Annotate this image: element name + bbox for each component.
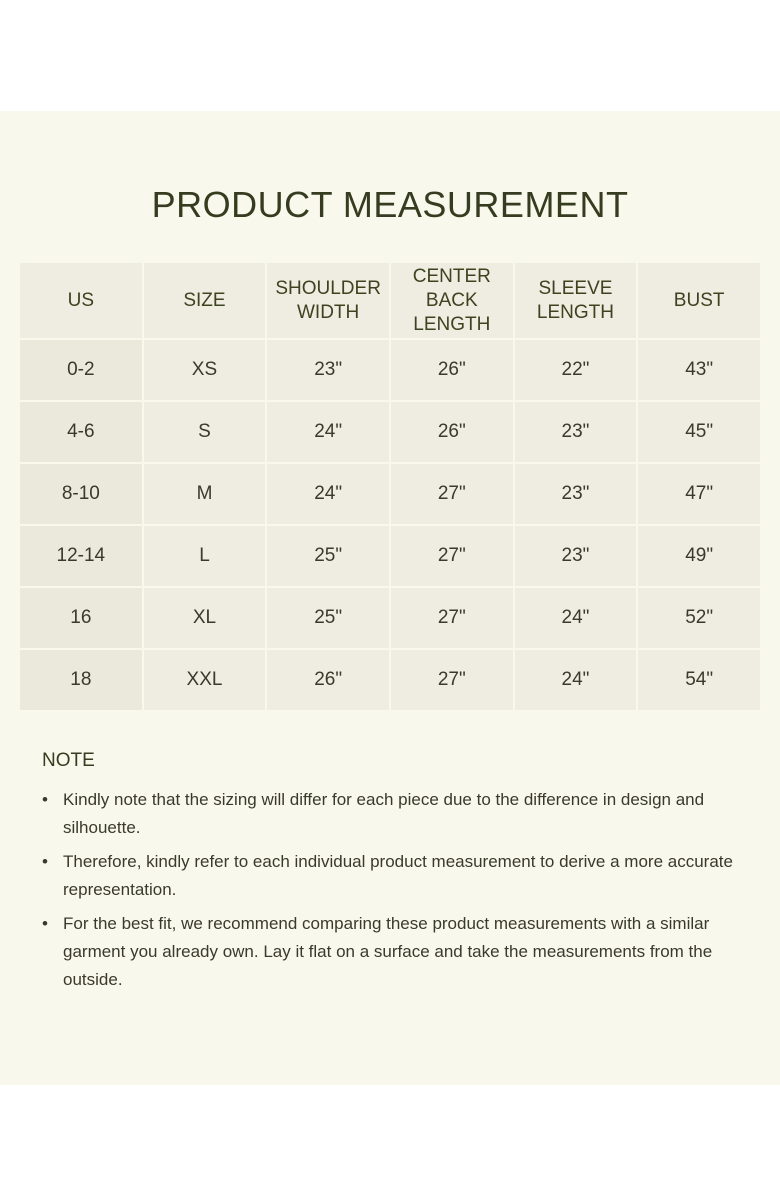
cell-size: L — [144, 526, 266, 586]
bullet-icon: • — [42, 790, 48, 809]
header-bust: BUST — [638, 263, 760, 338]
cell-us: 4-6 — [20, 402, 142, 462]
cell-sleeve-length: 24" — [515, 588, 637, 648]
cell-shoulder-width: 25" — [267, 588, 389, 648]
list-item — [42, 848, 742, 904]
cell-size: XXL — [144, 650, 266, 710]
table-row — [20, 464, 760, 524]
header-size: SIZE — [144, 263, 266, 338]
cell-size: XL — [144, 588, 266, 648]
cell-us: 8-10 — [20, 464, 142, 524]
list-item — [42, 786, 742, 842]
note-text: Kindly note that the sizing will differ for each piece due to the difference in design and silhouette. — [63, 790, 705, 837]
cell-center-back-length: 27" — [391, 526, 513, 586]
cell-sleeve-length: 24" — [515, 650, 637, 710]
table-row — [20, 526, 760, 586]
cell-bust: 54" — [638, 650, 760, 710]
cell-center-back-length: 27" — [391, 464, 513, 524]
cell-shoulder-width: 24" — [267, 402, 389, 462]
cell-center-back-length: 26" — [391, 402, 513, 462]
cell-us: 12-14 — [20, 526, 142, 586]
cell-shoulder-width: 23" — [267, 340, 389, 400]
cell-sleeve-length: 22" — [515, 340, 637, 400]
cell-center-back-length: 27" — [391, 588, 513, 648]
cell-sleeve-length: 23" — [515, 526, 637, 586]
cell-bust: 52" — [638, 588, 760, 648]
note-section — [42, 750, 742, 1000]
cell-center-back-length: 26" — [391, 340, 513, 400]
cell-size: XS — [144, 340, 266, 400]
header-sleeve-length: SLEEVE LENGTH — [515, 263, 637, 338]
cell-bust: 43" — [638, 340, 760, 400]
cell-us: 0-2 — [20, 340, 142, 400]
cell-bust: 47" — [638, 464, 760, 524]
cell-shoulder-width: 25" — [267, 526, 389, 586]
cell-sleeve-length: 23" — [515, 464, 637, 524]
bullet-icon: • — [42, 914, 48, 933]
header-shoulder-width: SHOULDER WIDTH — [267, 263, 389, 338]
header-center-back-length: CENTER BACK LENGTH — [391, 263, 513, 338]
note-heading: NOTE — [42, 750, 95, 771]
cell-size: M — [144, 464, 266, 524]
page-title: PRODUCT MEASUREMENT — [151, 184, 629, 225]
note-list — [42, 786, 742, 994]
header-us: US — [20, 263, 142, 338]
cell-size: S — [144, 402, 266, 462]
bullet-icon: • — [42, 852, 48, 871]
size-chart-table — [18, 261, 762, 712]
cell-bust: 45" — [638, 402, 760, 462]
cell-center-back-length: 27" — [391, 650, 513, 710]
table-row — [20, 402, 760, 462]
cell-bust: 49" — [638, 526, 760, 586]
list-item — [42, 910, 742, 994]
note-text: Therefore, kindly refer to each individual product measurement to derive a more accurate representation. — [63, 852, 733, 899]
note-text: For the best fit, we recommend comparing these product measurements with a similar garment you already own. Lay it flat on a surface and take the measurements from the outside. — [63, 914, 713, 989]
table-header-row — [20, 263, 760, 338]
cell-us: 16 — [20, 588, 142, 648]
cell-sleeve-length: 23" — [515, 402, 637, 462]
cell-shoulder-width: 24" — [267, 464, 389, 524]
cell-shoulder-width: 26" — [267, 650, 389, 710]
cell-us: 18 — [20, 650, 142, 710]
table-row — [20, 650, 760, 710]
table-row — [20, 588, 760, 648]
table-row — [20, 340, 760, 400]
